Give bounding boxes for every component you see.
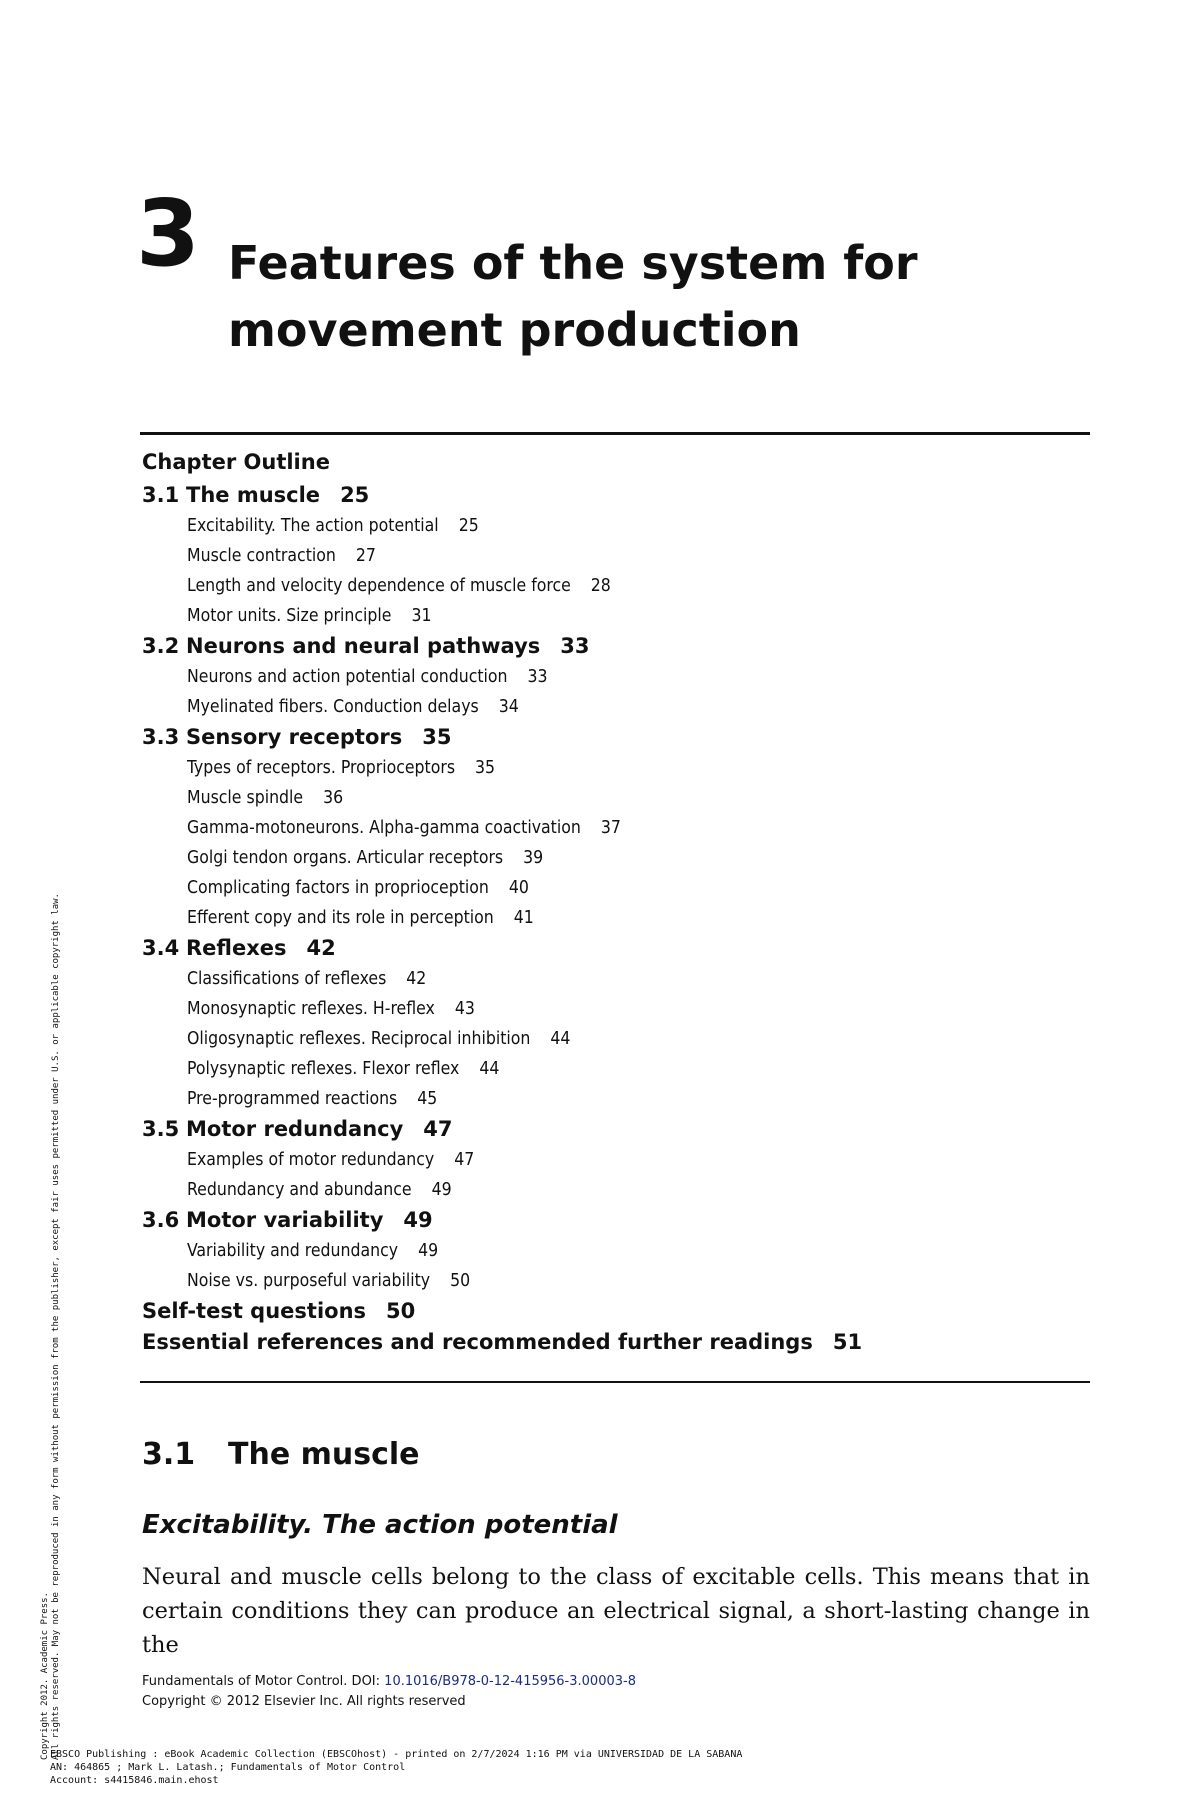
outline-page-number: 39 bbox=[523, 848, 544, 868]
outline-page-number: 31 bbox=[411, 606, 432, 626]
copyright-line: Copyright © 2012 Elsevier Inc. All rights reserved bbox=[142, 1694, 466, 1709]
outline-page-number: 34 bbox=[498, 697, 519, 717]
outline-subsection-title: Examples of motor redundancy bbox=[187, 1150, 435, 1170]
outline-subsection-entry[interactable] bbox=[142, 692, 1082, 722]
outline-subsection-entry[interactable] bbox=[142, 1024, 1082, 1054]
outline-subsection-entry[interactable] bbox=[142, 964, 1082, 994]
chapter-number: 3 bbox=[136, 180, 199, 287]
outline-subsection-entry[interactable] bbox=[142, 1236, 1082, 1266]
outline-section-title: Sensory receptors bbox=[186, 725, 403, 749]
outline-subsection-title: Pre-programmed reactions bbox=[187, 1089, 398, 1109]
outline-subsection-title: Complicating factors in proprioception bbox=[187, 878, 489, 898]
chapter-title: Features of the system for movement production bbox=[228, 236, 918, 357]
outline-section-number: 3.1 bbox=[142, 483, 180, 507]
print-note-line: Account: s4415846.main.ehost bbox=[50, 1775, 219, 1786]
outline-section-number: 3.6 bbox=[142, 1208, 180, 1232]
subsection-heading: Excitability. The action potential bbox=[142, 1510, 618, 1540]
outline-subsection-entry[interactable] bbox=[142, 571, 1082, 601]
outline-subsection-title: Gamma-motoneurons. Alpha-gamma coactivation bbox=[187, 818, 581, 838]
side-note-line: Copyright 2012. Academic Press. bbox=[40, 1592, 50, 1760]
page-footer bbox=[142, 1672, 636, 1712]
outline-page-number: 47 bbox=[423, 1117, 453, 1141]
outline-subsection-title: Types of receptors. Proprioceptors bbox=[187, 758, 456, 778]
outline-page-number: 42 bbox=[406, 969, 427, 989]
outline-page-number: 41 bbox=[513, 908, 534, 928]
outline-subsection-entry[interactable] bbox=[142, 813, 1082, 843]
outline-subsection-entry[interactable] bbox=[142, 601, 1082, 631]
outline-subsection-title: Length and velocity dependence of muscle force bbox=[187, 576, 571, 596]
outline-subsection-entry[interactable] bbox=[142, 1145, 1082, 1175]
outline-heading: Chapter Outline bbox=[142, 450, 330, 474]
print-note-line: EBSCO Publishing : eBook Academic Collection (EBSCOhost) - printed on 2/7/2024 1:16 PM via UNIVERSIDAD DE LA SABANA bbox=[50, 1749, 743, 1760]
outline-page-number: 49 bbox=[418, 1241, 439, 1261]
outline-subsection-title: Muscle contraction bbox=[187, 546, 336, 566]
outline-subsection-entry[interactable] bbox=[142, 1054, 1082, 1084]
copyright-side-note bbox=[40, 893, 62, 1760]
outline-section-number: 3.2 bbox=[142, 634, 180, 658]
outline-section-title: Motor variability bbox=[186, 1208, 384, 1232]
outline-page-number: 35 bbox=[422, 725, 452, 749]
outline-page-number: 36 bbox=[323, 788, 344, 808]
outline-page-number: 45 bbox=[417, 1089, 438, 1109]
outline-subsection-title: Noise vs. purposeful variability bbox=[187, 1271, 431, 1291]
outline-page-number: 51 bbox=[832, 1330, 863, 1354]
outline-page-number: 50 bbox=[450, 1271, 471, 1291]
outline-page-number: 42 bbox=[306, 936, 336, 960]
citation-prefix: Fundamentals of Motor Control. DOI: bbox=[142, 1674, 381, 1689]
outline-subsection-entry[interactable] bbox=[142, 903, 1082, 933]
print-note bbox=[50, 1748, 742, 1787]
outline-page-number: 25 bbox=[340, 483, 370, 507]
print-note-line: AN: 464865 ; Mark L. Latash.; Fundamentals of Motor Control bbox=[50, 1762, 406, 1773]
doi-link[interactable]: 10.1016/B978-0-12-415956-3.00003-8 bbox=[384, 1674, 636, 1689]
outline-section-number: 3.5 bbox=[142, 1117, 180, 1141]
outline-subsection-title: Polysynaptic reflexes. Flexor reflex bbox=[187, 1059, 460, 1079]
outline-section-entry[interactable] bbox=[142, 1205, 1082, 1236]
outline-subsection-title: Muscle spindle bbox=[187, 788, 304, 808]
section-number: 3.1 bbox=[142, 1437, 196, 1472]
outline-section-entry[interactable] bbox=[142, 631, 1082, 662]
outline-subsection-title: Variability and redundancy bbox=[187, 1241, 399, 1261]
outline-page-number: 49 bbox=[403, 1208, 433, 1232]
outline-section-entry[interactable] bbox=[142, 480, 1082, 511]
outline-page-number: 49 bbox=[431, 1180, 452, 1200]
outline-page-number: 27 bbox=[355, 546, 376, 566]
outline-page-number: 50 bbox=[386, 1299, 416, 1323]
outline-subsection-title: Excitability. The action potential bbox=[187, 516, 439, 536]
outline-page-number: 40 bbox=[508, 878, 529, 898]
outline-section-entry[interactable] bbox=[142, 722, 1082, 753]
side-note-line: All rights reserved. May not be reproduced in any form without permission from the publisher, except fair uses permitted under U.S. or applicable copyright law. bbox=[51, 893, 61, 1760]
outline-top-rule bbox=[140, 432, 1090, 435]
outline-section-title: The muscle bbox=[186, 483, 321, 507]
outline-section-entry[interactable] bbox=[142, 1114, 1082, 1145]
outline-page-number: 35 bbox=[475, 758, 496, 778]
outline-section-title: Motor redundancy bbox=[186, 1117, 404, 1141]
outline-section-title: Neurons and neural pathways bbox=[186, 634, 541, 658]
outline-section-number: 3.4 bbox=[142, 936, 180, 960]
outline-subsection-entry[interactable] bbox=[142, 1084, 1082, 1114]
citation-line bbox=[142, 1672, 636, 1692]
outline-subsection-entry[interactable] bbox=[142, 1266, 1082, 1296]
outline-page-number: 44 bbox=[550, 1029, 571, 1049]
outline-subsection-entry[interactable] bbox=[142, 662, 1082, 692]
outline-subsection-entry[interactable] bbox=[142, 783, 1082, 813]
outline-subsection-title: Efferent copy and its role in perception bbox=[187, 908, 494, 928]
body-paragraph: Neural and muscle cells belong to the class of excitable cells. This means that in certain conditions they can produce an electrical signal, a short-lasting change in the bbox=[142, 1564, 1090, 1658]
outline-subsection-title: Neurons and action potential conduction bbox=[187, 667, 508, 687]
outline-subsection-title: Redundancy and abundance bbox=[187, 1180, 412, 1200]
outline-page-number: 28 bbox=[590, 576, 611, 596]
outline-list bbox=[142, 480, 1082, 1358]
outline-subsection-entry[interactable] bbox=[142, 753, 1082, 783]
outline-subsection-title: Monosynaptic reflexes. H-reflex bbox=[187, 999, 435, 1019]
outline-page-number: 43 bbox=[454, 999, 475, 1019]
outline-subsection-entry[interactable] bbox=[142, 541, 1082, 571]
outline-section-entry[interactable] bbox=[142, 933, 1082, 964]
outline-subsection-title: Oligosynaptic reflexes. Reciprocal inhibition bbox=[187, 1029, 531, 1049]
outline-section-entry[interactable] bbox=[142, 1296, 1082, 1327]
outline-subsection-entry[interactable] bbox=[142, 511, 1082, 541]
outline-page-number: 37 bbox=[600, 818, 621, 838]
outline-subsection-entry[interactable] bbox=[142, 843, 1082, 873]
outline-section-entry[interactable] bbox=[142, 1327, 1082, 1358]
chapter-outline bbox=[142, 449, 1082, 1358]
outline-section-title: Self-test questions bbox=[142, 1299, 367, 1323]
outline-subsection-title: Golgi tendon organs. Articular receptors bbox=[187, 848, 504, 868]
outline-subsection-entry[interactable] bbox=[142, 1175, 1082, 1205]
outline-section-number: 3.3 bbox=[142, 725, 180, 749]
outline-page-number: 25 bbox=[458, 516, 479, 536]
outline-page-number: 33 bbox=[527, 667, 548, 687]
outline-subsection-entry[interactable] bbox=[142, 873, 1082, 903]
section-heading bbox=[142, 1436, 420, 1474]
outline-section-title: Essential references and recommended further readings bbox=[142, 1330, 813, 1354]
section-title: The muscle bbox=[228, 1437, 420, 1472]
outline-subsection-title: Motor units. Size principle bbox=[187, 606, 392, 626]
outline-page-number: 33 bbox=[560, 634, 590, 658]
outline-page-number: 47 bbox=[454, 1150, 475, 1170]
outline-subsection-entry[interactable] bbox=[142, 994, 1082, 1024]
outline-subsection-title: Myelinated fibers. Conduction delays bbox=[187, 697, 479, 717]
outline-section-title: Reflexes bbox=[186, 936, 287, 960]
outline-subsection-title: Classifications of reflexes bbox=[187, 969, 387, 989]
outline-page-number: 44 bbox=[479, 1059, 500, 1079]
outline-bottom-rule bbox=[140, 1381, 1090, 1383]
